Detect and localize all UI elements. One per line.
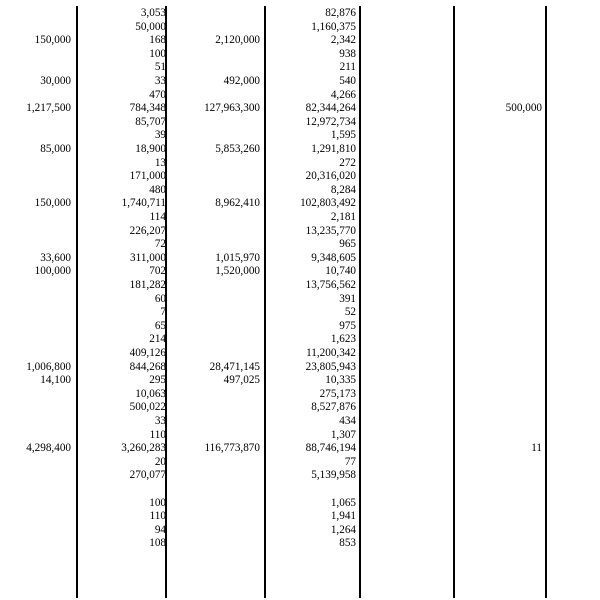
table-cell-col2: 784,348 (129, 102, 166, 115)
table-cell-col4: 965 (339, 238, 356, 251)
table-cell-col4: 23,805,943 (305, 360, 356, 373)
table-cell-col1: 100,000 (34, 265, 71, 278)
table-cell-col4: 540 (339, 75, 356, 87)
table-cell-col2: 60 (154, 292, 166, 305)
table-cell-col1: 4,298,400 (26, 442, 71, 455)
table-cell-col1: 150,000 (34, 34, 71, 47)
table-cell-col4: 5,139,958 (311, 469, 356, 482)
table-cell-col3: 8,962,410 (215, 197, 260, 210)
table-row (0, 306, 600, 319)
table-cell-col4: 211 (339, 61, 356, 74)
table-cell-col4: 8,284 (330, 183, 356, 196)
table-cell-col2: 295 (149, 374, 166, 387)
table-row (0, 157, 600, 170)
table-cell-col4: 9,348,605 (311, 251, 356, 264)
table-cell-col1: 1,006,800 (26, 360, 71, 373)
table-cell-col2: 409,126 (129, 347, 166, 359)
table-row (0, 320, 600, 333)
table-row (0, 456, 600, 469)
table-row (0, 469, 600, 482)
table-row (0, 34, 600, 47)
table-cell-col4: 52 (344, 306, 356, 319)
table-row (0, 75, 600, 88)
table-cell-col1: 14,100 (40, 374, 71, 387)
table-cell-col4: 88,746,194 (305, 442, 356, 455)
table-cell-col4: 8,527,876 (311, 401, 356, 414)
table-cell-col4: 4,266 (330, 88, 356, 101)
table-row (0, 143, 600, 156)
table-cell-col2: 702 (149, 265, 166, 278)
table-row (0, 225, 600, 238)
table-cell-col2: 311,000 (130, 251, 166, 264)
table-cell-col4: 102,803,492 (300, 197, 356, 210)
table-cell-col3: 497,025 (223, 374, 260, 387)
table-row (0, 524, 600, 537)
table-cell-col2: 3,053 (140, 7, 166, 19)
table-cell-col4: 11,200,342 (306, 347, 356, 359)
table-cell-col4: 1,264 (330, 523, 356, 536)
table-row (0, 116, 600, 129)
table-cell-col2: 100 (149, 47, 166, 60)
table-cell-col1: 85,000 (40, 143, 71, 155)
table-cell-col4: 1,623 (330, 333, 356, 346)
table-cell-col4: 975 (339, 319, 356, 332)
table-cell-col2: 500,022 (129, 401, 166, 414)
table-row (0, 442, 600, 455)
table-cell-col2: 33 (154, 75, 166, 87)
table-row (0, 197, 600, 210)
table-cell-col2: 110 (149, 510, 166, 523)
table-row (0, 7, 600, 20)
table-row (0, 537, 600, 550)
table-cell-col4: 434 (339, 415, 356, 427)
table-row (0, 293, 600, 306)
table-cell-col2: 226,207 (129, 224, 166, 237)
table-row (0, 61, 600, 74)
table-row (0, 48, 600, 61)
table-row (0, 238, 600, 251)
table-cell-col1: 150,000 (34, 197, 71, 210)
table-cell-col4: 82,344,264 (305, 102, 356, 115)
table-row (0, 483, 600, 496)
table-row (0, 361, 600, 374)
table-cell-col3: 1,520,000 (215, 265, 260, 278)
table-row (0, 252, 600, 265)
table-cell-col4: 2,342 (330, 34, 356, 47)
table-row (0, 102, 600, 115)
table-cell-col2: 114 (149, 211, 166, 223)
table-cell-col4: 2,181 (330, 211, 356, 223)
table-row (0, 21, 600, 34)
table-cell-col3: 127,963,300 (204, 102, 260, 115)
table-cell-col4: 1,595 (330, 129, 356, 142)
table-row (0, 129, 600, 142)
table-cell-col3: 28,471,145 (209, 360, 260, 373)
table-cell-col3: 5,853,260 (215, 143, 260, 155)
table-cell-col2: 50,000 (135, 20, 166, 33)
table-cell-col3: 492,000 (223, 75, 260, 87)
table-cell-col4: 1,291,810 (311, 143, 356, 155)
table-row (0, 347, 600, 360)
table-row (0, 388, 600, 401)
table-row (0, 333, 600, 346)
table-row (0, 401, 600, 414)
table-cell-col2: 33 (154, 415, 166, 427)
table-row (0, 429, 600, 442)
table-cell-col2: 3,260,283 (121, 442, 166, 455)
table-cell-col4: 853 (339, 537, 356, 550)
table-cell-col5: 500,000 (505, 102, 542, 115)
table-cell-col2: 39 (154, 129, 166, 142)
table-cell-col2: 51 (154, 61, 166, 74)
table-cell-col4: 272 (339, 156, 356, 169)
table-row (0, 89, 600, 102)
table-row (0, 184, 600, 197)
table-cell-col2: 181,282 (129, 279, 166, 291)
table-row (0, 279, 600, 292)
table-cell-col4: 82,876 (325, 7, 356, 19)
table-cell-col2: 844,268 (129, 360, 166, 373)
table-cell-col2: 7 (160, 306, 166, 319)
table-cell-col4: 1,065 (330, 496, 356, 509)
table-cell-col4: 1,307 (330, 428, 356, 441)
table-cell-col2: 100 (149, 496, 166, 509)
table-cell-col4: 1,160,375 (311, 20, 356, 33)
table-cell-col5: 11 (531, 442, 542, 455)
table-cell-col3: 116,773,870 (204, 442, 260, 455)
table-row (0, 415, 600, 428)
table-cell-col2: 168 (149, 34, 166, 47)
table-cell-col3: 1,015,970 (215, 251, 260, 264)
table-cell-col4: 391 (339, 292, 356, 305)
table-cell-col4: 13,235,770 (305, 224, 356, 237)
table-row (0, 211, 600, 224)
table-cell-col2: 72 (154, 238, 166, 251)
table-cell-col4: 1,941 (330, 510, 356, 523)
table-cell-col2: 110 (149, 428, 166, 441)
table-cell-col1: 1,217,500 (26, 102, 71, 115)
table-cell-col2: 94 (154, 523, 166, 536)
table-cell-col2: 480 (149, 183, 166, 196)
table-cell-col4: 10,740 (325, 265, 356, 278)
table-cell-col2: 20 (154, 455, 166, 468)
table-cell-col2: 1,740,711 (121, 197, 166, 210)
table-cell-col1: 33,600 (40, 251, 71, 264)
table-cell-col1: 30,000 (40, 75, 71, 87)
table-cell-col2: 108 (149, 537, 166, 550)
table-row (0, 497, 600, 510)
table-cell-col2: 65 (154, 319, 166, 332)
table-cell-col2: 85,707 (135, 115, 166, 128)
table-cell-col2: 270,077 (129, 469, 166, 482)
table-row (0, 265, 600, 278)
table-row (0, 170, 600, 183)
table-cell-col2: 214 (149, 333, 166, 346)
table-cell-col2: 18,900 (135, 143, 166, 155)
table-cell-col2: 10,063 (135, 387, 166, 400)
table-cell-col2: 171,000 (129, 170, 166, 183)
table-cell-col4: 20,316,020 (305, 170, 356, 183)
table-cell-col4: 938 (339, 47, 356, 60)
table-row (0, 374, 600, 387)
table-cell-col3: 2,120,000 (215, 34, 260, 47)
table-cell-col4: 275,173 (319, 387, 356, 400)
table-cell-col4: 12,972,734 (305, 115, 356, 128)
table-cell-col2: 470 (149, 88, 166, 101)
table-row (0, 510, 600, 523)
table-cell-col4: 10,335 (325, 374, 356, 387)
table-cell-col4: 77 (344, 455, 356, 468)
table-cell-col2: 13 (154, 156, 166, 169)
table-cell-col4: 13,756,562 (305, 279, 356, 291)
